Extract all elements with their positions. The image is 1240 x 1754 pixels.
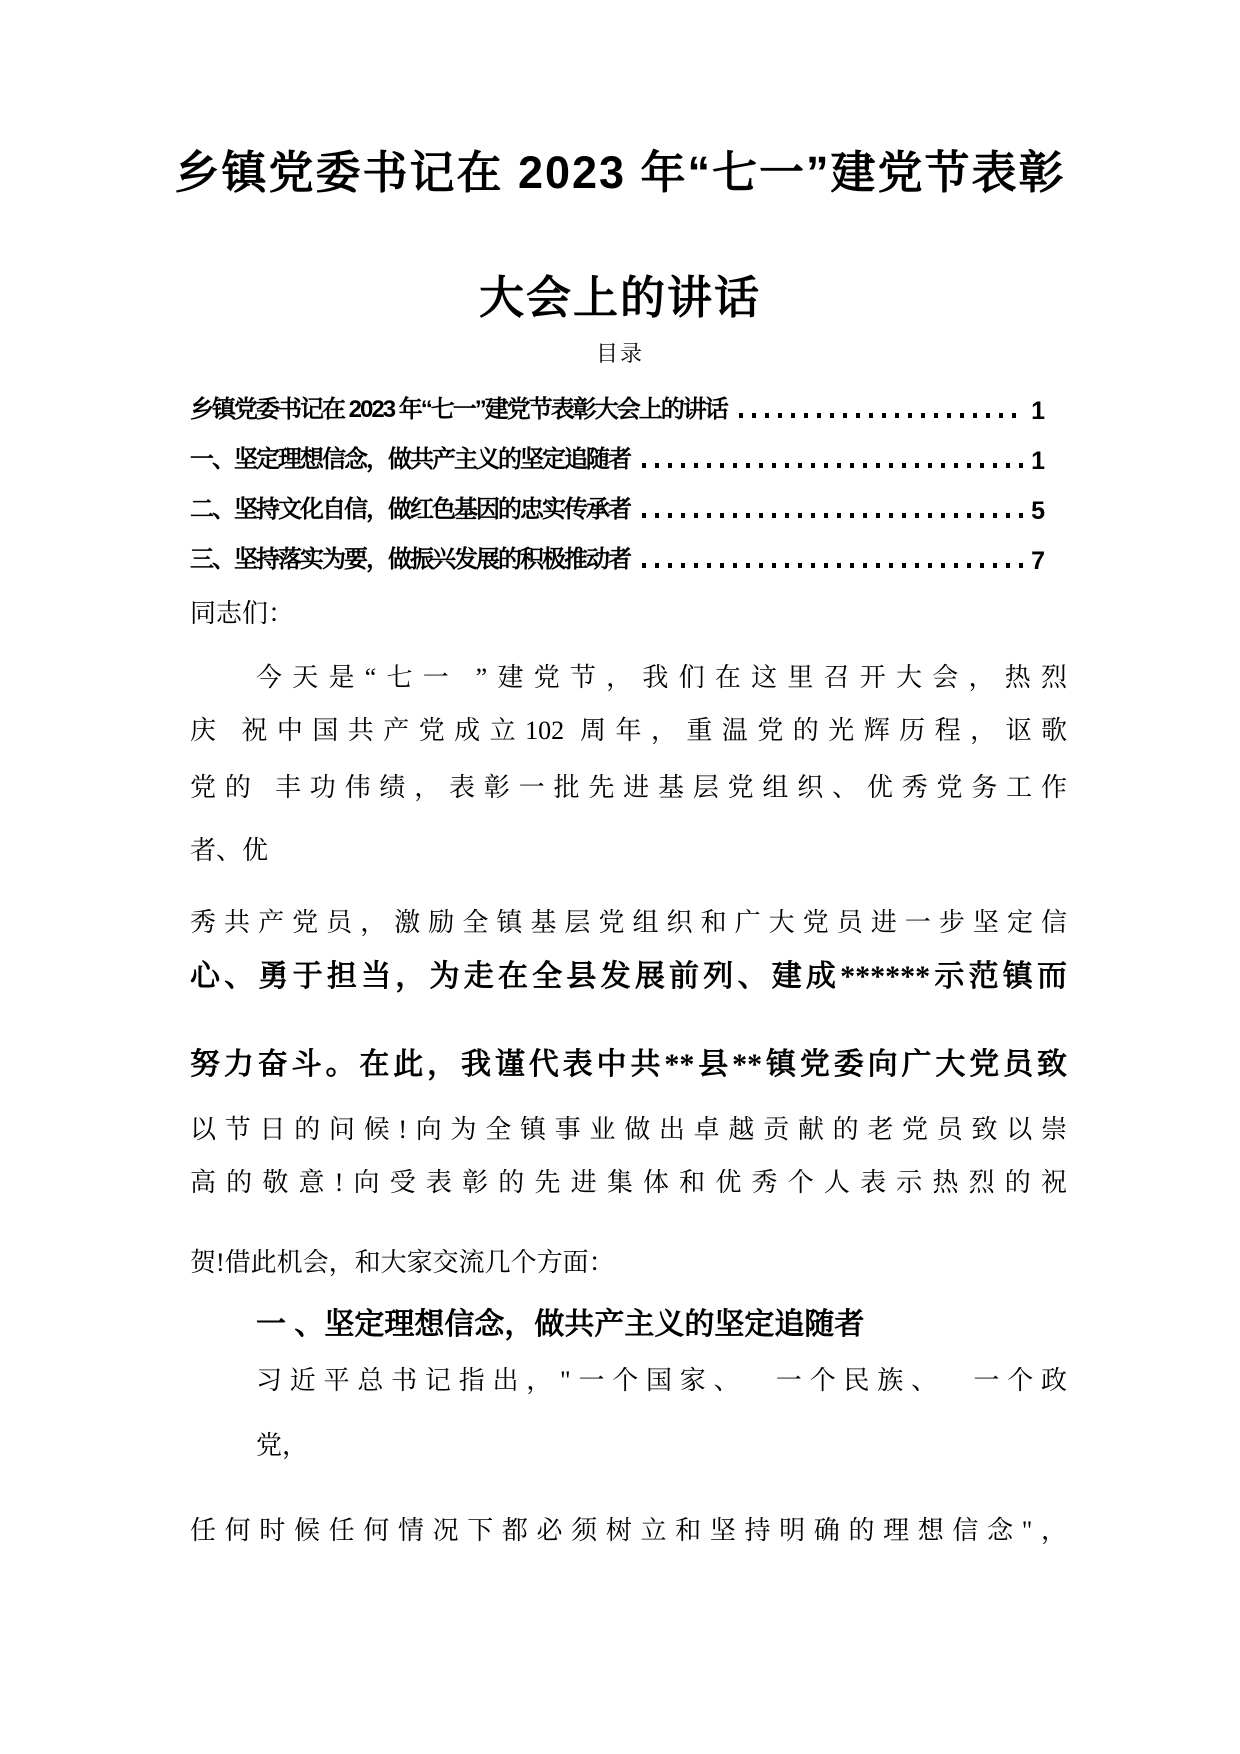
body-line-bold: 努力奋斗。在此，我谨代表中共**县**镇党委向广大党员致	[190, 1048, 1067, 1081]
toc-dot-leader	[739, 413, 1023, 418]
toc-entry-label: 三、坚持落实为要，做振兴发展的积极推动者	[190, 545, 630, 573]
body-line: 党，	[256, 1431, 309, 1460]
toc-page-number: 5	[1031, 496, 1045, 525]
body-line: 党的 丰功伟绩，表彰一批先进基层党组织、优秀党务工作	[190, 773, 1067, 802]
toc-entry[interactable]	[190, 541, 1067, 575]
toc-entry-label: 乡镇党委书记在 2023 年“七一”建党节表彰大会上的讲话	[190, 395, 727, 423]
body-line: 习近平总书记指出，"一个国家、 一个民族、 一个政	[256, 1366, 1067, 1395]
toc-entry-label: 一、坚定理想信念，做共产主义的坚定追随者	[190, 445, 630, 473]
body-line: 高的敬意!向受表彰的先进集体和优秀个人表示热烈的祝	[190, 1168, 1067, 1197]
toc-entry[interactable]	[190, 441, 1067, 475]
document-title-line-2: 大会上的讲话	[478, 272, 761, 323]
toc-page-number: 1	[1031, 396, 1045, 425]
toc-dot-leader	[642, 563, 1023, 568]
body-line-salutation: 同志们：	[190, 599, 295, 628]
body-line: 以节日的问候!向为全镇事业做出卓越贡献的老党员致以崇	[190, 1115, 1067, 1144]
body-line: 庆 祝中国共产党成立102 周年，重温党的光辉历程，讴歌	[190, 716, 1067, 745]
body-line: 贺!借此机会，和大家交流几个方面：	[190, 1248, 615, 1277]
toc-entry-label: 二、坚持文化自信，做红色基因的忠实传承者	[190, 495, 630, 523]
toc-page-number: 7	[1031, 546, 1045, 575]
document-title-line-1: 乡镇党委书记在 2023 年“七一”建党节表彰	[174, 147, 1066, 198]
body-line: 秀共产党员，激励全镇基层党组织和广大党员进一步坚定信	[190, 908, 1067, 937]
toc-dot-leader	[642, 513, 1023, 518]
body-line: 任何时候任何情况下都必须树立和坚持明确的理想信念"，	[190, 1516, 1067, 1545]
toc-page-number: 1	[1031, 446, 1045, 475]
toc-entry[interactable]	[190, 491, 1067, 525]
toc-entry[interactable]	[190, 391, 1067, 425]
body-line-bold: 心、勇于担当，为走在全县发展前列、建成******示范镇而	[190, 960, 1067, 993]
body-line: 今天是“七一 ”建党节，我们在这里召开大会，热烈	[256, 663, 1067, 692]
section-heading: 一 、坚定理想信念，做共产主义的坚定追随者	[256, 1308, 865, 1341]
toc-heading: 目录	[595, 341, 644, 366]
body-line: 者、优	[190, 836, 269, 865]
toc-dot-leader	[642, 463, 1023, 468]
